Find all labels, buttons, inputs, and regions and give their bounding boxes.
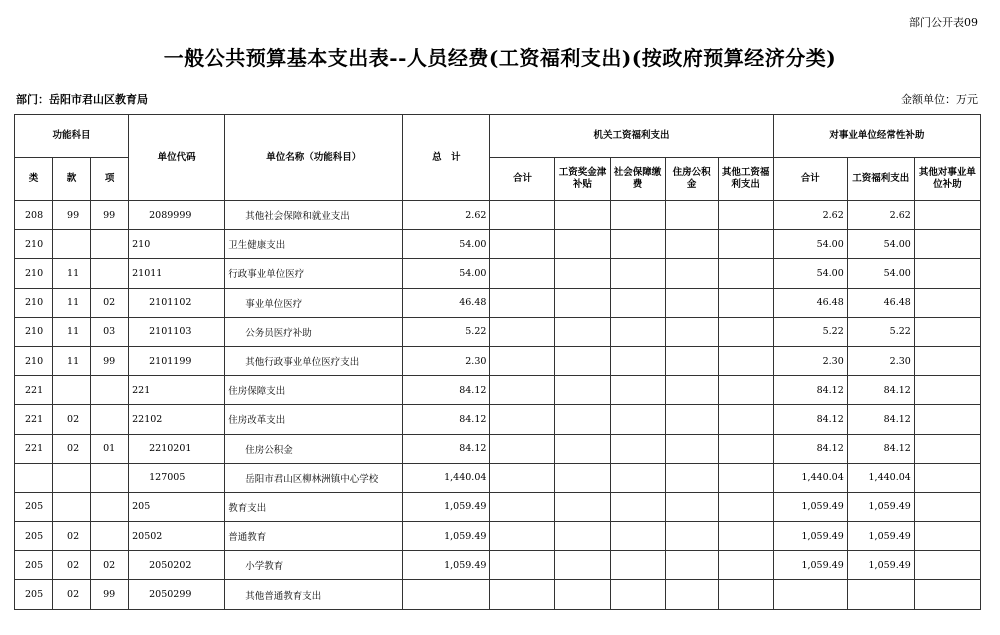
cell-total: 1,059.49	[403, 492, 490, 521]
cell-org-social	[610, 230, 665, 259]
cell-org-bonus	[555, 580, 610, 609]
cell-code: 2101103	[129, 317, 225, 346]
cell-org-bonus	[555, 434, 610, 463]
cell-lei	[15, 463, 53, 492]
cell-xiang: 99	[91, 580, 129, 609]
cell-lei: 205	[15, 551, 53, 580]
table-row	[15, 522, 981, 551]
cell-org-social	[610, 317, 665, 346]
cell-total	[403, 580, 490, 609]
cell-kuan: 02	[53, 522, 91, 551]
cell-org-bonus	[555, 230, 610, 259]
cell-kuan: 11	[53, 259, 91, 288]
cell-org-social	[610, 522, 665, 551]
cell-org-housing	[665, 317, 718, 346]
cell-code: 205	[129, 492, 225, 521]
cell-org-bonus	[555, 317, 610, 346]
cell-inst-other	[914, 580, 980, 609]
cell-inst-other	[914, 405, 980, 434]
cell-org-housing	[665, 580, 718, 609]
cell-org-social	[610, 376, 665, 405]
cell-code: 2210201	[129, 434, 225, 463]
cell-code: 2050299	[129, 580, 225, 609]
cell-inst-wage: 54.00	[847, 259, 914, 288]
cell-name: 住房改革支出	[225, 405, 403, 434]
cell-org-sum	[490, 551, 555, 580]
table-row	[15, 230, 981, 259]
cell-org-other	[718, 230, 773, 259]
cell-org-housing	[665, 230, 718, 259]
cell-code: 2089999	[129, 201, 225, 230]
cell-inst-wage: 1,059.49	[847, 492, 914, 521]
cell-xiang: 02	[91, 288, 129, 317]
cell-inst-other	[914, 288, 980, 317]
cell-kuan: 11	[53, 346, 91, 375]
cell-lei: 210	[15, 259, 53, 288]
header-xiang: 项	[91, 158, 129, 201]
cell-total: 46.48	[403, 288, 490, 317]
cell-code: 2050202	[129, 551, 225, 580]
cell-lei: 221	[15, 434, 53, 463]
header-unit-code: 单位代码	[129, 115, 225, 201]
cell-name: 岳阳市君山区柳林洲镇中心学校	[225, 463, 403, 492]
cell-org-housing	[665, 288, 718, 317]
cell-code: 127005	[129, 463, 225, 492]
cell-total: 54.00	[403, 230, 490, 259]
table-row	[15, 346, 981, 375]
cell-org-social	[610, 405, 665, 434]
cell-org-housing	[665, 434, 718, 463]
cell-org-social	[610, 551, 665, 580]
cell-org-sum	[490, 230, 555, 259]
cell-code: 221	[129, 376, 225, 405]
cell-inst-sum: 54.00	[773, 259, 847, 288]
cell-org-sum	[490, 201, 555, 230]
cell-org-housing	[665, 405, 718, 434]
cell-kuan	[53, 376, 91, 405]
header-org-bonus: 工资奖金津补贴	[555, 158, 610, 201]
cell-xiang	[91, 463, 129, 492]
cell-kuan: 02	[53, 405, 91, 434]
cell-org-other	[718, 201, 773, 230]
cell-kuan: 02	[53, 580, 91, 609]
cell-xiang	[91, 405, 129, 434]
cell-inst-other	[914, 492, 980, 521]
cell-name: 小学教育	[225, 551, 403, 580]
cell-org-other	[718, 551, 773, 580]
cell-inst-wage: 84.12	[847, 376, 914, 405]
unit-label: 金额单位：万元	[901, 93, 978, 106]
table-row	[15, 580, 981, 609]
header-inst-wage: 工资福利支出	[847, 158, 914, 201]
cell-inst-sum: 46.48	[773, 288, 847, 317]
cell-org-social	[610, 259, 665, 288]
cell-code: 2101199	[129, 346, 225, 375]
cell-xiang: 03	[91, 317, 129, 346]
cell-org-social	[610, 580, 665, 609]
cell-inst-other	[914, 201, 980, 230]
cell-org-other	[718, 376, 773, 405]
cell-inst-wage: 1,059.49	[847, 522, 914, 551]
cell-lei: 221	[15, 405, 53, 434]
cell-name: 公务员医疗补助	[225, 317, 403, 346]
cell-inst-wage: 2.30	[847, 346, 914, 375]
header-inst-sum: 合计	[773, 158, 847, 201]
cell-org-sum	[490, 522, 555, 551]
table-row	[15, 492, 981, 521]
cell-inst-wage: 46.48	[847, 288, 914, 317]
cell-org-sum	[490, 492, 555, 521]
cell-total: 2.62	[403, 201, 490, 230]
cell-org-housing	[665, 259, 718, 288]
cell-code: 21011	[129, 259, 225, 288]
table-row	[15, 463, 981, 492]
cell-org-other	[718, 405, 773, 434]
cell-inst-wage	[847, 580, 914, 609]
cell-lei: 210	[15, 346, 53, 375]
cell-xiang	[91, 376, 129, 405]
cell-kuan	[53, 463, 91, 492]
cell-inst-wage: 1,059.49	[847, 551, 914, 580]
header-func-subject: 功能科目	[15, 115, 129, 158]
cell-org-social	[610, 346, 665, 375]
cell-org-sum	[490, 317, 555, 346]
cell-kuan: 02	[53, 551, 91, 580]
cell-inst-other	[914, 376, 980, 405]
header-org-group: 机关工资福利支出	[490, 115, 773, 158]
cell-name: 普通教育	[225, 522, 403, 551]
cell-org-housing	[665, 376, 718, 405]
cell-org-social	[610, 492, 665, 521]
cell-xiang	[91, 492, 129, 521]
page-title: 一般公共预算基本支出表--人员经费(工资福利支出)(按政府预算经济分类)	[163, 46, 837, 70]
cell-total: 54.00	[403, 259, 490, 288]
cell-inst-other	[914, 434, 980, 463]
cell-org-sum	[490, 346, 555, 375]
cell-org-other	[718, 288, 773, 317]
cell-org-bonus	[555, 376, 610, 405]
cell-org-bonus	[555, 201, 610, 230]
cell-total: 2.30	[403, 346, 490, 375]
cell-org-other	[718, 434, 773, 463]
cell-lei: 205	[15, 492, 53, 521]
department-label: 部门：岳阳市君山区教育局	[16, 93, 148, 106]
cell-lei: 210	[15, 317, 53, 346]
cell-xiang: 99	[91, 346, 129, 375]
table-row	[15, 201, 981, 230]
page-id-label: 部门公开表09	[909, 16, 978, 29]
cell-name: 事业单位医疗	[225, 288, 403, 317]
cell-inst-wage: 1,440.04	[847, 463, 914, 492]
cell-inst-other	[914, 259, 980, 288]
header-org-other: 其他工资福利支出	[718, 158, 773, 201]
cell-xiang	[91, 259, 129, 288]
cell-name: 教育支出	[225, 492, 403, 521]
table-row	[15, 288, 981, 317]
cell-code: 210	[129, 230, 225, 259]
cell-inst-wage: 5.22	[847, 317, 914, 346]
cell-org-sum	[490, 463, 555, 492]
cell-inst-wage: 2.62	[847, 201, 914, 230]
cell-org-bonus	[555, 288, 610, 317]
cell-org-other	[718, 259, 773, 288]
cell-org-bonus	[555, 522, 610, 551]
header-total: 总 计	[403, 115, 490, 201]
cell-lei: 221	[15, 376, 53, 405]
cell-org-other	[718, 522, 773, 551]
cell-org-housing	[665, 492, 718, 521]
cell-org-bonus	[555, 346, 610, 375]
cell-inst-other	[914, 317, 980, 346]
cell-inst-wage: 84.12	[847, 434, 914, 463]
cell-inst-wage: 84.12	[847, 405, 914, 434]
cell-kuan	[53, 492, 91, 521]
cell-xiang	[91, 522, 129, 551]
cell-lei: 205	[15, 580, 53, 609]
cell-inst-sum: 1,059.49	[773, 492, 847, 521]
cell-org-social	[610, 201, 665, 230]
table-row	[15, 376, 981, 405]
cell-org-housing	[665, 463, 718, 492]
cell-inst-sum	[773, 580, 847, 609]
cell-inst-sum: 2.62	[773, 201, 847, 230]
table-row	[15, 405, 981, 434]
header-lei: 类	[15, 158, 53, 201]
cell-lei: 205	[15, 522, 53, 551]
cell-inst-sum: 1,059.49	[773, 551, 847, 580]
cell-name: 住房公积金	[225, 434, 403, 463]
table-row	[15, 551, 981, 580]
header-unit-name: 单位名称（功能科目）	[225, 115, 403, 201]
cell-org-bonus	[555, 259, 610, 288]
cell-inst-sum: 2.30	[773, 346, 847, 375]
cell-org-sum	[490, 288, 555, 317]
header-inst-group: 对事业单位经常性补助	[773, 115, 980, 158]
cell-inst-other	[914, 230, 980, 259]
cell-inst-sum: 1,440.04	[773, 463, 847, 492]
cell-org-other	[718, 463, 773, 492]
cell-org-sum	[490, 376, 555, 405]
cell-inst-sum: 54.00	[773, 230, 847, 259]
cell-inst-other	[914, 522, 980, 551]
cell-org-other	[718, 317, 773, 346]
cell-name: 行政事业单位医疗	[225, 259, 403, 288]
cell-total: 5.22	[403, 317, 490, 346]
cell-inst-other	[914, 463, 980, 492]
cell-org-social	[610, 463, 665, 492]
cell-org-bonus	[555, 405, 610, 434]
cell-inst-sum: 84.12	[773, 405, 847, 434]
cell-total: 84.12	[403, 405, 490, 434]
cell-total: 1,059.49	[403, 522, 490, 551]
header-inst-other: 其他对事业单位补助	[914, 158, 980, 201]
cell-lei: 208	[15, 201, 53, 230]
cell-inst-sum: 5.22	[773, 317, 847, 346]
cell-name: 其他社会保障和就业支出	[225, 201, 403, 230]
cell-code: 22102	[129, 405, 225, 434]
cell-lei: 210	[15, 288, 53, 317]
cell-xiang: 02	[91, 551, 129, 580]
cell-kuan: 11	[53, 317, 91, 346]
cell-total: 84.12	[403, 434, 490, 463]
cell-org-other	[718, 580, 773, 609]
table-row	[15, 259, 981, 288]
cell-name: 其他行政事业单位医疗支出	[225, 346, 403, 375]
cell-name: 卫生健康支出	[225, 230, 403, 259]
cell-inst-other	[914, 346, 980, 375]
cell-org-social	[610, 434, 665, 463]
cell-inst-other	[914, 551, 980, 580]
cell-org-sum	[490, 580, 555, 609]
header-org-social: 社会保障缴费	[610, 158, 665, 201]
cell-total: 84.12	[403, 376, 490, 405]
cell-inst-sum: 1,059.49	[773, 522, 847, 551]
cell-total: 1,440.04	[403, 463, 490, 492]
cell-org-housing	[665, 522, 718, 551]
cell-org-other	[718, 346, 773, 375]
cell-lei: 210	[15, 230, 53, 259]
cell-inst-sum: 84.12	[773, 434, 847, 463]
cell-org-housing	[665, 346, 718, 375]
cell-org-housing	[665, 201, 718, 230]
cell-org-sum	[490, 434, 555, 463]
cell-org-housing	[665, 551, 718, 580]
cell-org-bonus	[555, 463, 610, 492]
cell-total: 1,059.49	[403, 551, 490, 580]
cell-code: 2101102	[129, 288, 225, 317]
cell-xiang	[91, 230, 129, 259]
cell-xiang: 99	[91, 201, 129, 230]
cell-inst-wage: 54.00	[847, 230, 914, 259]
cell-name: 其他普通教育支出	[225, 580, 403, 609]
cell-kuan	[53, 230, 91, 259]
table-row	[15, 317, 981, 346]
header-org-housing: 住房公积金	[665, 158, 718, 201]
header-org-sum: 合计	[490, 158, 555, 201]
cell-xiang: 01	[91, 434, 129, 463]
table-row	[15, 434, 981, 463]
cell-name: 住房保障支出	[225, 376, 403, 405]
cell-code: 20502	[129, 522, 225, 551]
cell-kuan: 11	[53, 288, 91, 317]
cell-org-other	[718, 492, 773, 521]
cell-org-bonus	[555, 492, 610, 521]
cell-kuan: 02	[53, 434, 91, 463]
cell-kuan: 99	[53, 201, 91, 230]
cell-org-social	[610, 288, 665, 317]
budget-table	[14, 114, 981, 610]
cell-org-sum	[490, 259, 555, 288]
header-kuan: 款	[53, 158, 91, 201]
cell-org-bonus	[555, 551, 610, 580]
cell-org-sum	[490, 405, 555, 434]
cell-inst-sum: 84.12	[773, 376, 847, 405]
